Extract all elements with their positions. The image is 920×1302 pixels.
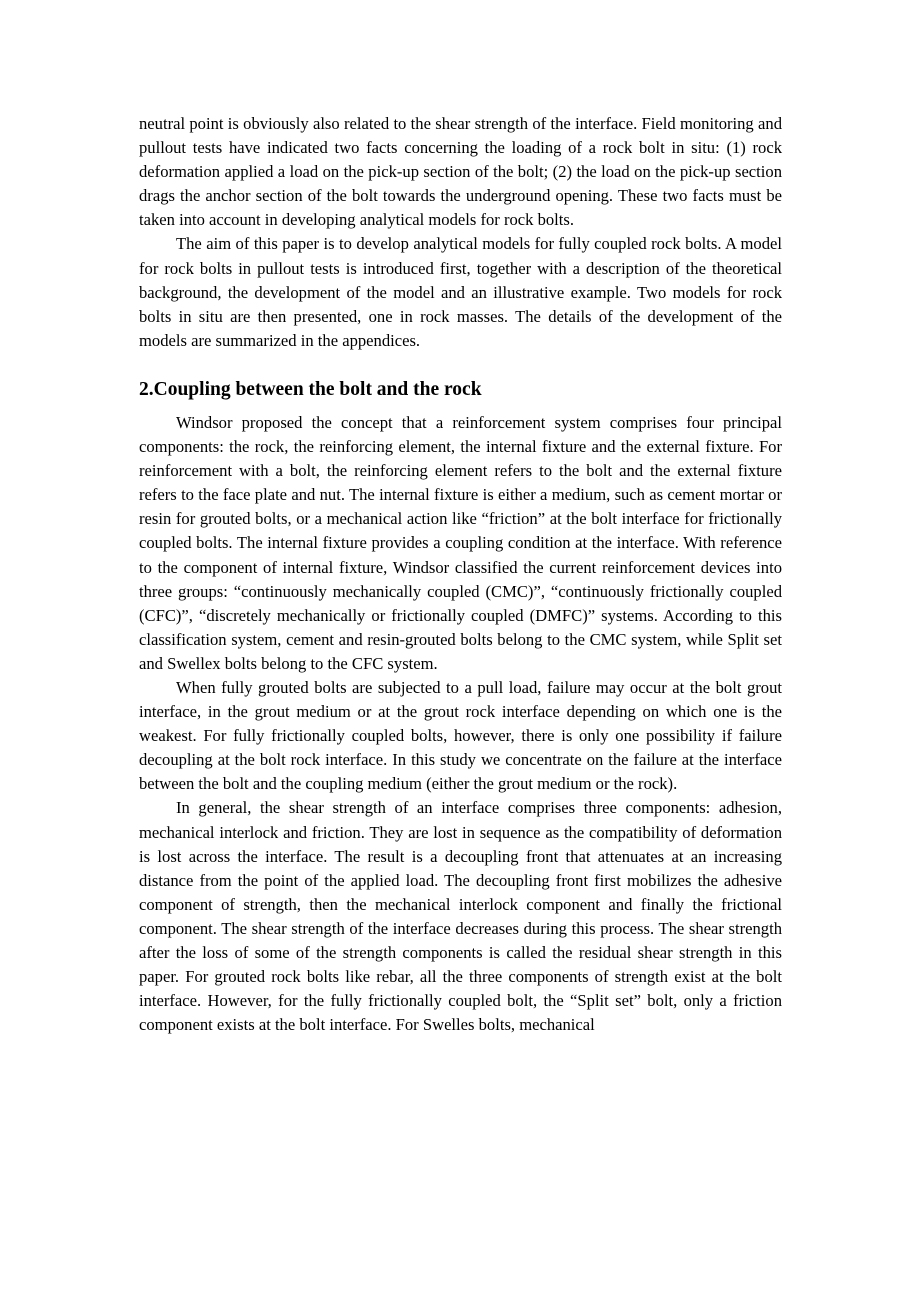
section-heading: 2.Coupling between the bolt and the rock xyxy=(139,378,482,400)
paragraph-failure: When fully grouted bolts are subjected to a pull load, failure may occur at the bolt grout interface, in the grout medium or at the grout rock interface depending on which one is the weakest. For fully frictionally coupled bolts, however, there is only one possibility if failure decoupling at the bolt rock interface. In this study we concentrate on the failure at the interface between the bolt and the coupling medium (either the grout medium or the rock). xyxy=(139,677,782,794)
paragraph-windsor: Windsor proposed the concept that a reinforcement system comprises four principal components: the rock, the reinforcing element, the internal fixture and the external fixture. For reinforcement with a bolt, the reinforcing element refers to the bolt and the external fixture refers to the face plate and nut. The internal fixture is either a medium, such as cement mortar or resin for grouted bolts, or a mechanical action like “friction” at the bolt interface for frictionally coupled bolts. The internal fixture provides a coupling condition at the interface. With reference to the component of internal fixture, Windsor classified the current reinforcement devices into three groups: “continuously mechanically coupled (CMC)”, “continuously frictionally coupled (CFC)”, “discretely mechanically or frictionally coupled (DMFC)” systems. According to this classification system, cement and resin-grouted bolts belong to the CMC system, while Split set and Swellex bolts belong to the CFC system. xyxy=(139,412,782,673)
paragraph-intro-continued: neutral point is obviously also related to the shear strength of the interface. Field monitoring and pullout tests have indicated two facts concerning the loading of a rock bolt in situ: (1) rock deformation applied a load on the pick-up section of the bolt; (2) the load on the pick-up section drags the anchor section of the bolt towards the underground opening. These two facts must be taken into account in developing analytical models for rock bolts. xyxy=(139,114,782,230)
paragraph-aim: The aim of this paper is to develop analytical models for fully coupled rock bolts. A model for rock bolts in pullout tests is introduced first, together with a description of the theoretical background, the development of the model and an illustrative example. Two models for rock bolts in situ are then presented, one in rock masses. The details of the development of the models are summarized in the appendices. xyxy=(139,234,782,350)
paragraph-shear-strength: In general, the shear strength of an interface comprises three components: adhesion, mechanical interlock and friction. They are lost in sequence as the compatibility of deformation is lost across the interface. The result is a decoupling front that attenuates at an increasing distance from the point of the applied load. The decoupling front first mobilizes the adhesive component of strength, then the mechanical interlock component and finally the frictional component. The shear strength of the interface decreases during this process. The shear strength after the loss of some of the strength components is called the residual shear strength in this paper. For grouted rock bolts like rebar, all the three components of strength exist at the bolt interface. However, for the fully frictionally coupled bolt, the “Split set” bolt, only a friction component exists at the bolt interface. For Swelles bolts, mechanical xyxy=(139,798,782,1035)
document-page xyxy=(139,112,782,1037)
